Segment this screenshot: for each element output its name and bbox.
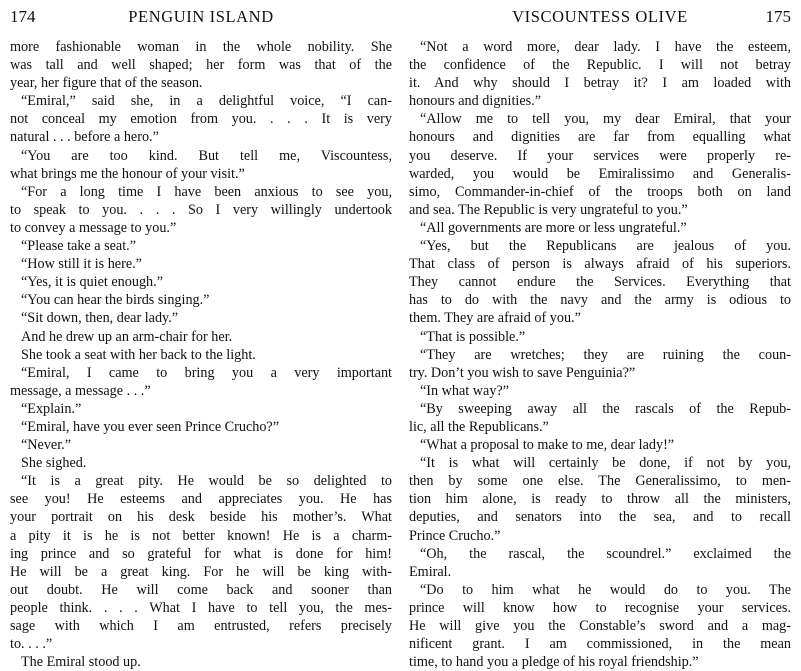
text-line: They cannot endure the Services. Everything that: [409, 274, 791, 291]
running-head-left: [10, 4, 392, 30]
text-line: has to do with the navy and the army is odious to: [409, 292, 791, 309]
text-line: time, to hand you a pledge of his royal friendship.”: [409, 654, 699, 671]
text-line: She took a seat with her back to the light.: [21, 346, 256, 363]
text-line: see you! He esteems and appreciates you. He has: [10, 491, 392, 508]
left-page-text: [10, 38, 392, 671]
text-line: the confidence of the Republic. I will not betray: [409, 57, 791, 74]
text-line: He will be a great king. For he will be king with-: [10, 563, 392, 580]
text-line: “How still it is here.”: [21, 256, 142, 273]
text-line: “Not a word more, dear lady. I have the esteem,: [420, 39, 791, 55]
text-line: “Do to him what he would do to you. The: [420, 581, 791, 598]
text-line: “Explain.”: [21, 400, 82, 417]
text-line: She sighed.: [21, 455, 87, 472]
text-line: “Please take a seat.”: [21, 238, 137, 255]
text-line: people think. . . . What I have to tell you, the mes-: [10, 599, 392, 616]
text-line: Emiral.: [409, 563, 452, 580]
running-head-right: [409, 4, 791, 30]
text-line: to convey a message to you.”: [10, 219, 177, 236]
left-page: [0, 0, 400, 671]
text-line: you deserve. If your services were properly re-: [409, 147, 791, 164]
text-line: lic, all the Republicans.”: [409, 418, 549, 435]
right-page: [401, 0, 801, 671]
text-line: and sea. The Republic is very ungrateful to you.”: [409, 201, 688, 218]
text-line: “Yes, but the Republicans are jealous of you.: [420, 238, 791, 255]
text-line: “You can hear the birds singing.”: [21, 292, 210, 309]
text-line: simo, Commander-in-chief of the troops both on land: [409, 183, 791, 200]
text-line: “They are wretches; they are ruining the coun-: [420, 346, 791, 363]
right-page-text: [409, 38, 791, 671]
text-line: to. . . .”: [10, 636, 53, 653]
text-line: prince will know how to recognise your services.: [409, 599, 791, 616]
text-line: “Emiral,” said she, in a delightful voice, “I can-: [21, 93, 392, 110]
text-line: “It is what will certainly be done, if not by you,: [420, 455, 791, 472]
text-line: “Allow me to tell you, my dear Emiral, that your: [420, 111, 791, 128]
text-line: “Sit down, then, dear lady.”: [21, 310, 179, 327]
running-title-right: VISCOUNTESS OLIVE: [512, 7, 688, 26]
page-number-left: 174: [10, 7, 36, 26]
text-line: “Emiral, have you ever seen Prince Crucho?”: [21, 418, 280, 435]
text-line: “In what way?”: [420, 382, 510, 399]
text-line: tion him alone, is ready to throw all the ministers,: [409, 491, 791, 508]
text-line: nificent grant. I am commissioned, in the mean: [409, 636, 791, 653]
text-line: not conceal my emotion from you. . . . It is very: [10, 111, 392, 128]
text-line: ing prince and so grateful for what is done for him!: [10, 545, 392, 562]
text-line: natural . . . before a hero.”: [10, 129, 159, 146]
text-line: your portrait on his desk beside his mother’s. What: [10, 509, 392, 526]
text-line: what brings me the honour of your visit.”: [10, 165, 245, 182]
text-line: year, her figure that of the season.: [10, 75, 203, 92]
text-line: out doubt. He will come back and sooner than: [10, 581, 392, 598]
text-line: was tall and well shaped; her form was that of the: [10, 57, 392, 74]
text-line: That class of person is always afraid of his superiors.: [409, 256, 791, 273]
text-line: then by some one else. The Generalissimo, to men-: [409, 473, 791, 490]
text-line: try. Don’t you wish to save Penguinia?”: [409, 364, 636, 381]
text-line: “Emiral, I came to bring you a very important: [21, 364, 392, 381]
text-line: to speak to you. . . . So I very willingly undertook: [10, 201, 392, 218]
text-line: message, a message . . .”: [10, 382, 151, 399]
text-line: warded, you would be Emiralissimo and Generalis-: [409, 165, 791, 182]
text-line: He will give you the Constable’s sword and a mag-: [409, 618, 791, 634]
text-line: “What a proposal to make to me, dear lady!”: [420, 437, 675, 454]
text-line: “You are too kind. But tell me, Viscountess,: [21, 147, 392, 164]
text-line: “Yes, it is quiet enough.”: [21, 274, 163, 291]
text-line: Prince Crucho.”: [409, 527, 501, 544]
text-line: “It is a great pity. He would be so delighted to: [21, 473, 392, 490]
text-line: “By sweeping away all the rascals of the Repub-: [420, 400, 791, 417]
running-title-left: PENGUIN ISLAND: [128, 7, 274, 26]
text-line: sage with which I am entrusted, refers precisely: [10, 618, 392, 634]
text-line: “Never.”: [21, 437, 72, 454]
text-line: honours and dignities are far from equalling what: [409, 129, 791, 146]
text-line: “For a long time I have been anxious to see you,: [21, 183, 392, 200]
text-line: “Oh, the rascal, the scoundrel.” exclaimed the: [420, 545, 791, 562]
text-line: honours and dignities.”: [409, 93, 542, 110]
page-number-right: 175: [765, 7, 791, 26]
text-line: deputies, and senators into the sea, and to recall: [409, 509, 791, 526]
text-line: more fashionable woman in the whole nobility. She: [10, 39, 392, 55]
text-line: “All governments are more or less ungrateful.”: [420, 219, 687, 236]
text-line: The Emiral stood up.: [21, 654, 141, 671]
text-line: it. And why should I betray it? I am loaded with: [409, 75, 791, 92]
text-line: “That is possible.”: [420, 328, 526, 345]
text-line: a pity it is he is not better known! He is a charm-: [10, 527, 392, 544]
text-line: them. They are afraid of you.”: [409, 310, 581, 327]
text-line: And he drew up an arm-chair for her.: [21, 328, 233, 345]
